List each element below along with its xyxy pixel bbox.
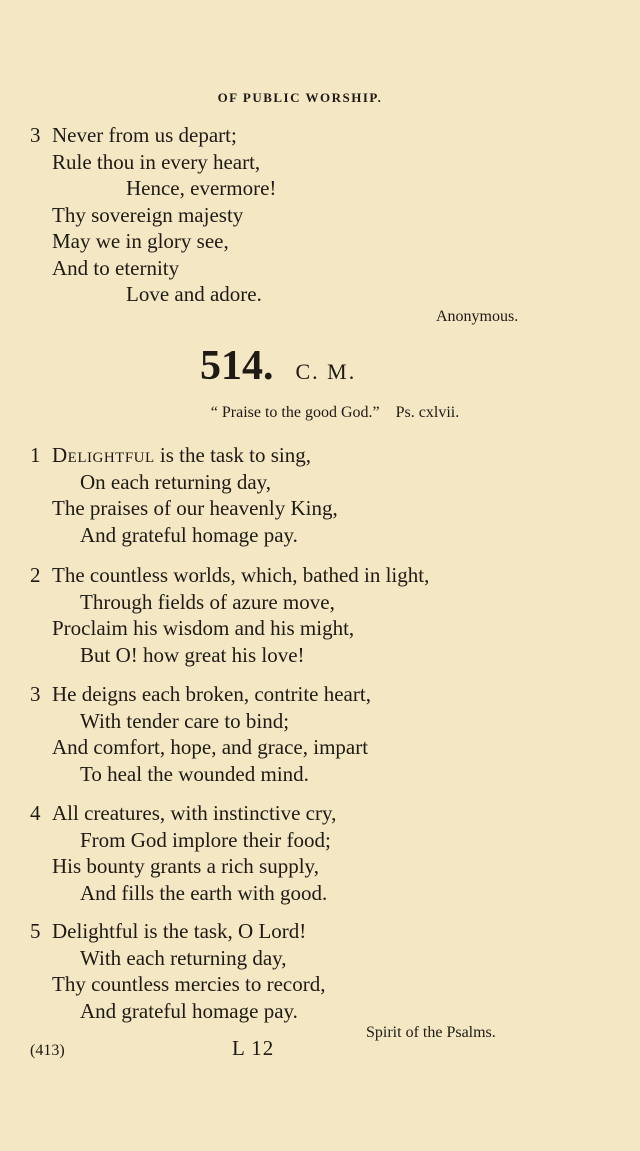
signature-mark: L 12 [232,1036,275,1060]
stanza-number: 3 [30,682,41,706]
hymn-heading [200,342,356,390]
stanza-number: 3 [30,123,41,147]
stanza-line: And fills the earth with good. [80,880,328,905]
first-word: Delightful [52,443,155,467]
stanza-line: The praises of our heavenly King, [52,496,338,520]
stanza-line: But O! how great his love! [80,642,305,667]
stanza-line: Hence, evermore! [126,176,277,200]
hymn-stanza-5 [30,918,326,1024]
stanza-line: 3 He deigns each broken, contrite heart, [30,682,371,706]
running-header: OF PUBLIC WORSHIP. [217,90,383,105]
stanza-line: Love and adore. [126,282,262,306]
hymn-stanza-2 [30,562,429,668]
scripture-reference: Ps. cxlvii. [395,404,460,421]
stanza-line: May we in glory see, [52,229,229,253]
stanza-line: Thy countless mercies to record, [52,972,326,996]
stanza-line: And to eternity [52,255,180,280]
stanza-number: 1 [30,443,41,467]
stanza-line: And grateful homage pay. [80,522,298,547]
prev-hymn-attribution: Anonymous. [436,308,519,325]
stanza-line: And comfort, hope, and grace, impart [52,735,369,759]
epigraph-text: “ Praise to the good God.” [210,404,380,421]
hymn-stanza-4 [30,800,336,906]
stanza-line: On each returning day, [80,469,272,494]
hymn-epigraph [0,404,640,422]
stanza-line: Through fields of azure move, [80,589,335,614]
stanza-line: Rule thou in every heart, [52,149,261,174]
hymn-attribution: Spirit of the Psalms. [366,1024,496,1041]
stanza-line: 4 All creatures, with instinctive cry, [30,801,337,825]
stanza-line: Proclaim his wisdom and his might, [52,616,355,640]
stanza-line: 3 Never from us depart; [30,123,237,147]
stanza-line: His bounty grants a rich supply, [52,854,319,878]
hymn-meter: C. M. [295,359,357,384]
stanza-line: 5 Delightful is the task, O Lord! [30,919,307,943]
stanza-line: With tender care to bind; [80,708,290,733]
stanza-line: And grateful homage pay. [80,998,298,1023]
hymn-stanza-1 [30,442,338,548]
stanza-number: 4 [30,801,41,825]
stanza-line: From God implore their food; [80,827,331,852]
stanza-line: 1 Delightful is the task to sing, [30,443,311,467]
page-number: (413) [30,1042,65,1059]
stanza-line: With each returning day, [80,945,287,970]
stanza-line: 2 The countless worlds, which, bathed in light, [30,563,430,587]
stanza-line: Thy sovereign majesty [52,202,244,227]
hymn-number: 514. [200,343,274,389]
hymn-stanza-3 [30,681,371,787]
stanza-line: To heal the wounded mind. [80,761,309,786]
stanza-number: 2 [30,563,41,587]
stanza-number: 5 [30,919,41,943]
prev-hymn-stanza-3 [30,122,276,308]
